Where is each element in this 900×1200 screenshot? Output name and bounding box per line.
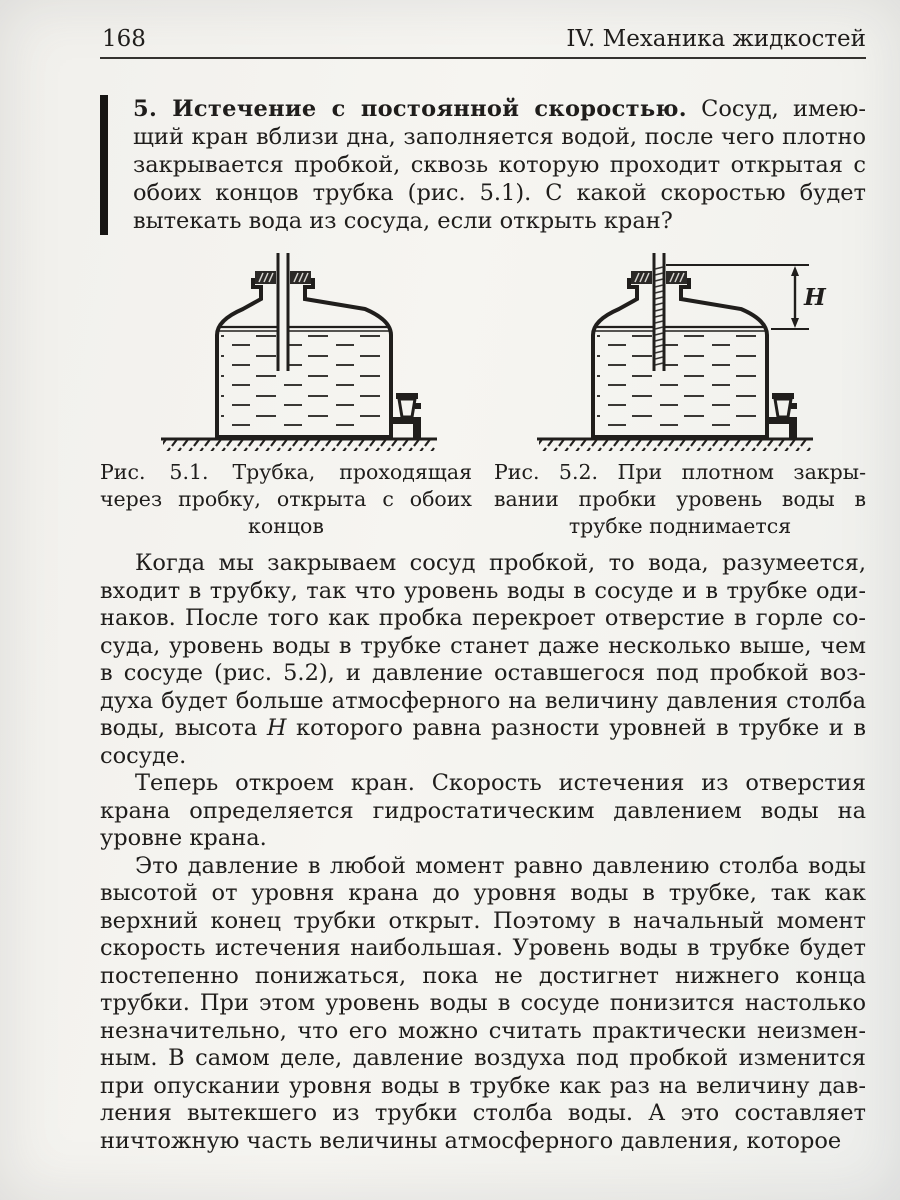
text-run: Когда мы закрываем сосуд пробкой, то вода, разумеется, входит в трубку, так что уровень воды в сосуде и в трубке одинаков. После того как пробка перекроет отверстие в горле сосуда, уровень воды в трубке станет даже несколько выше, чем в сосуде (рис. 5.2), и давление оставшегося под пробкой воздуха будет больше атмосферного на величину давления столба воды, высота [100, 550, 866, 741]
paragraph [133, 95, 866, 235]
water-dashes [597, 335, 763, 433]
text-run: Теперь откроем кран. Скорость истечения из отверстия крана определяется гидростатическим давлением воды на уровне крана. [100, 770, 866, 851]
ground [537, 439, 813, 451]
figures-row [100, 251, 866, 540]
paragraph [100, 550, 866, 770]
text-run: которого равна разности уровней в трубке и в сосуде. [100, 715, 867, 769]
paragraph [100, 770, 866, 853]
figure-5-1 [100, 251, 472, 540]
figure-5-2-caption: Рис. 5.2. При плотном закрывании пробки уровень воды в трубке поднимается [494, 460, 866, 538]
bold-text: 5. Истечение с постоянной скоростью. [133, 96, 687, 122]
header-rule [100, 57, 866, 59]
water-surface [219, 327, 389, 331]
vessel-closed-stopper-diagram [525, 251, 835, 451]
tube [277, 253, 289, 371]
text-run: Это давление в любой момент равно давлению столба воды высотой от уровня крана до уровня воды в трубке, так как верхний конец трубки открыт. Поэтому в начальный момент скорость истечения наибольшая. Уровень воды в трубке будет постепенно понижаться, пока не достигнет нижнего конца трубки. При этом уровень воды в сосуде понизится настолько незначительно, что его можно считать практически неизменным. В самом деле, давление воздуха под пробкой изменится при опускании уровня воды в трубке как раз на величину давления вытекшего из трубки столба воды. А это составляет ничтожную часть величины атмосферного давления, которое [100, 852, 866, 1154]
chapter-title: IV. Механика жидкостей [566, 26, 866, 52]
water-dashes [221, 335, 387, 433]
paragraph [100, 853, 866, 1156]
italic-text: H [266, 715, 287, 741]
tap [391, 393, 421, 438]
text-run: Сосуд, имеющий кран вблизи дна, заполняется водой, после чего плотно закрывается пробкой, сквозь которую проходит открытая с обоих концов трубка (рис. 5.1). С какой скоростью будет вытекать вода из сосуда, если открыть кран? [133, 96, 866, 234]
tube [653, 253, 665, 371]
page-number: 168 [102, 26, 146, 52]
tap [767, 393, 797, 438]
body-text [100, 550, 866, 1155]
ground [161, 439, 437, 451]
figure-5-2 [494, 251, 866, 540]
height-label: H [804, 284, 826, 311]
vessel-open-tube-diagram [149, 251, 459, 451]
page-header [100, 26, 866, 57]
water-surface [595, 327, 765, 331]
figure-5-1-caption: Рис. 5.1. Трубка, проходящая через пробку, открыта с обоих концов [100, 460, 472, 538]
dimension-arrow [666, 265, 827, 329]
problem-statement [100, 95, 866, 235]
